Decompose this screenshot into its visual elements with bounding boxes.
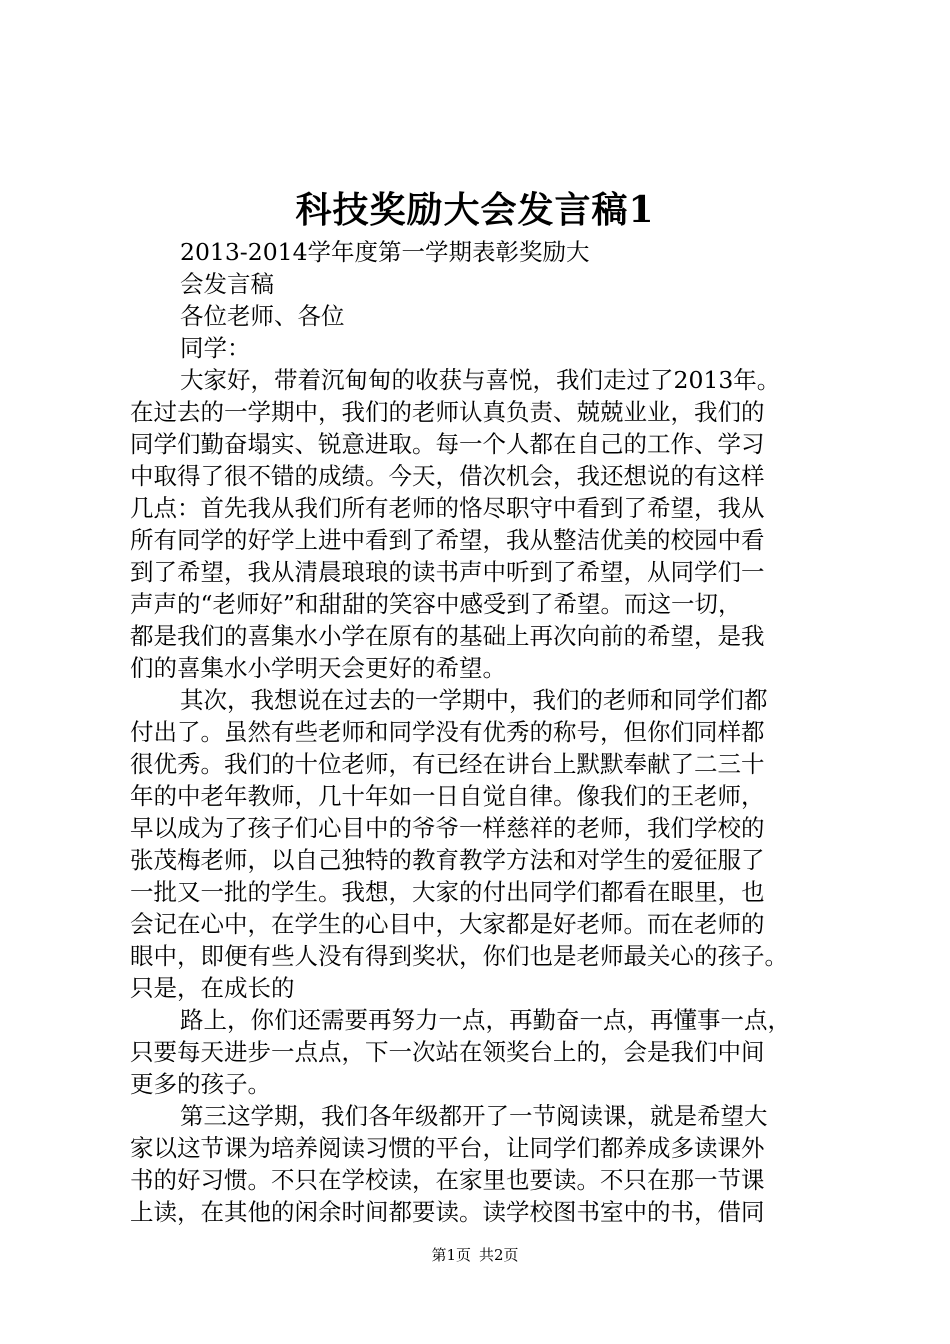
text-line: 付出了。虽然有些老师和同学没有优秀的称号，但你们同样都 bbox=[130, 718, 765, 746]
text-line: 2013-2014学年度第一学期表彰奖励大 bbox=[180, 238, 590, 266]
text-line: 所有同学的好学上进中看到了希望，我从整洁优美的校园中看 bbox=[130, 526, 765, 554]
text-line: 第三这学期，我们各年级都开了一节阅读课，就是希望大 bbox=[180, 1102, 768, 1130]
text-line: 到了希望，我从清晨琅琅的读书声中听到了希望，从同学们一 bbox=[130, 558, 765, 586]
text-line: 在过去的一学期中，我们的老师认真负责、兢兢业业，我们的 bbox=[130, 398, 765, 426]
text-line: 中取得了很不错的成绩。今天，借次机会，我还想说的有这样 bbox=[130, 462, 765, 490]
text-line: 只要每天进步一点点，下一次站在领奖台上的，会是我们中间 bbox=[130, 1038, 765, 1066]
text-line: 张茂梅老师，以自己独特的教育教学方法和对学生的爱征服了 bbox=[130, 846, 765, 874]
text-line: 早以成为了孩子们心目中的爷爷一样慈祥的老师，我们学校的 bbox=[130, 814, 765, 842]
text-line: 会记在心中，在学生的心目中，大家都是好老师。而在老师的 bbox=[130, 910, 765, 938]
text-line: 只是，在成长的 bbox=[130, 974, 295, 1002]
text-line: 一批又一批的学生。我想，大家的付出同学们都看在眼里，也 bbox=[130, 878, 765, 906]
page-number: 第1页 bbox=[431, 1246, 471, 1264]
text-line: 年的中老年教师，几十年如一日自觉自律。像我们的王老师， bbox=[130, 782, 765, 810]
page-footer bbox=[0, 1244, 950, 1266]
text-line: 更多的孩子。 bbox=[130, 1070, 271, 1098]
text-line: 眼中，即便有些人没有得到奖状，你们也是老师最关心的孩子。 bbox=[130, 942, 788, 970]
text-line: 会发言稿 bbox=[180, 270, 274, 298]
text-line: 其次，我想说在过去的一学期中，我们的老师和同学们都 bbox=[180, 686, 768, 714]
text-line: 们的喜集水小学明天会更好的希望。 bbox=[130, 654, 506, 682]
text-line: 书的好习惯。不只在学校读，在家里也要读。不只在那一节课 bbox=[130, 1166, 765, 1194]
text-line: 同学们勤奋塌实、锐意进取。每一个人都在自己的工作、学习 bbox=[130, 430, 765, 458]
text-line: 各位老师、各位 bbox=[180, 302, 345, 330]
text-line: 同学： bbox=[180, 334, 251, 362]
document-title: 科技奖励大会发言稿1 bbox=[295, 189, 655, 231]
text-line: 几点：首先我从我们所有老师的恪尽职守中看到了希望，我从 bbox=[130, 494, 765, 522]
page-total: 共2页 bbox=[479, 1246, 519, 1264]
text-line: 声声的“老师好”和甜甜的笑容中感受到了希望。而这一切， bbox=[130, 590, 742, 618]
document-body bbox=[130, 236, 830, 1228]
text-line: 路上，你们还需要再努力一点，再勤奋一点，再懂事一点， bbox=[180, 1006, 791, 1034]
text-line: 很优秀。我们的十位老师，有已经在讲台上默默奉献了二三十 bbox=[130, 750, 765, 778]
text-line: 都是我们的喜集水小学在原有的基础上再次向前的希望，是我 bbox=[130, 622, 765, 650]
text-line: 大家好，带着沉甸甸的收获与喜悦，我们走过了2013年。 bbox=[180, 366, 781, 394]
text-line: 上读，在其他的闲余时间都要读。读学校图书室中的书，借同 bbox=[130, 1198, 765, 1226]
text-line: 家以这节课为培养阅读习惯的平台，让同学们都养成多读课外 bbox=[130, 1134, 765, 1162]
